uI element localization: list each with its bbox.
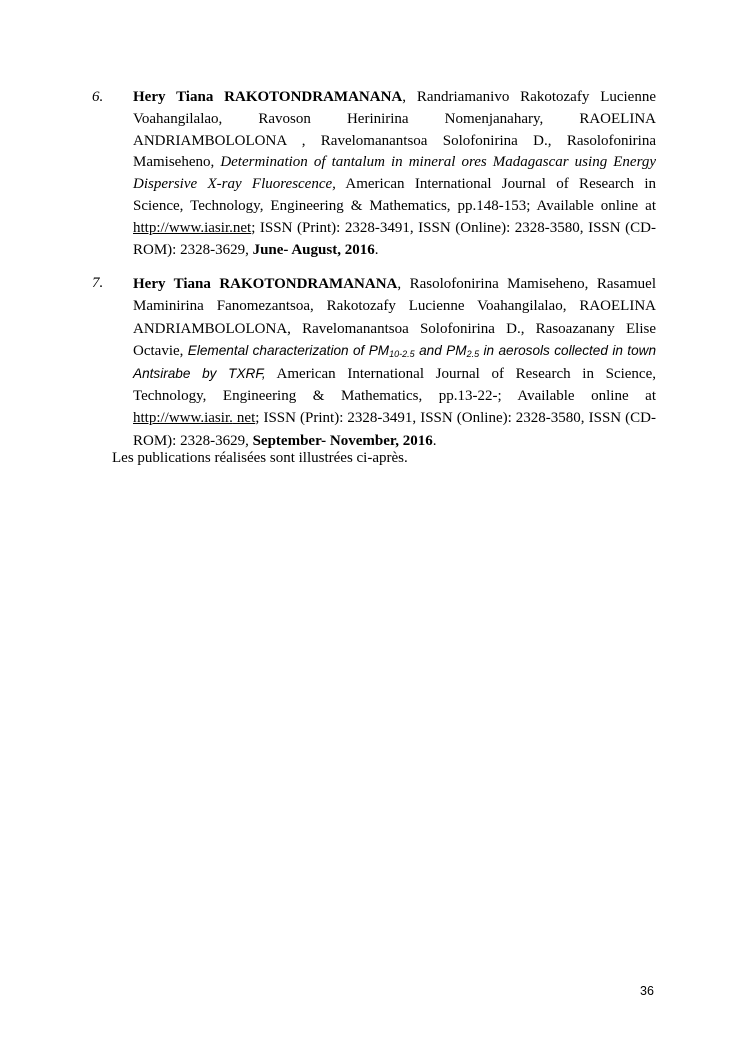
reference-number: 7.: [92, 275, 104, 291]
coauthors: , Randriamanivo Rakotozafy Lucienne Voahangilalao, Ravoson Herinirina Nomenjanahary, RAOELINA ANDRIAMBOLOLONA , Ravelomanantsoa Solofonirina D., Rasolofonirina Mamiseheno,: [133, 89, 656, 171]
article-title: Determination of tantalum in mineral ores Madagascar using Energy Dispersive X-ray Fluorescence,: [133, 154, 657, 193]
title-subscript: 2.5: [466, 349, 480, 360]
title-part: Elemental characterization of PM: [187, 343, 390, 359]
publication-date: June- August, 2016: [252, 241, 375, 258]
title-part: in aerosols collected in town Antsirabe by TXRF,: [133, 343, 657, 381]
journal-link[interactable]: http://www.iasir.: [133, 410, 233, 427]
reference-item-6: [92, 87, 656, 261]
closing-text: Les publications réalisées sont illustrées ci-après.: [112, 450, 408, 466]
reference-end: .: [374, 241, 379, 258]
reference-body: [133, 87, 656, 261]
journal-link-suffix[interactable]: net: [232, 410, 256, 427]
issn-info: ; ISSN (Print): 2328-3491, ISSN (Online): 2328-3580, ISSN (CD-ROM): 2328-3629,: [133, 410, 657, 449]
journal-info: American International Journal of Research in Science, Technology, Engineering & Mathematics, pp.13-22-; Available online at: [133, 365, 657, 405]
title-subscript: 10-2.5: [389, 349, 415, 360]
coauthors: , Rasolofonirina Mamiseheno, Rasamuel Maminirina Fanomezantsoa, Rakotozafy Lucienne Voahangilalao, RAOELINA ANDRIAMBOLOLONA, Ravelomanantsoa Solofonirina D., Rasoazanany Elise Octavie,: [133, 276, 656, 360]
publication-date: September- November, 2016: [252, 432, 433, 449]
title-part: and PM: [414, 343, 467, 359]
lead-author: Hery Tiana RAKOTONDRAMANANA: [133, 276, 398, 292]
reference-body: [133, 273, 656, 452]
page-number: 36: [640, 984, 654, 998]
journal-link[interactable]: http://www.iasir.net: [133, 219, 252, 236]
reference-item-7: [92, 273, 656, 452]
issn-info: ; ISSN (Print): 2328-3491, ISSN (Online): 2328-3580, ISSN (CD-ROM): 2328-3629,: [133, 219, 656, 258]
reference-number: 6.: [92, 89, 104, 105]
journal-info: American International Journal of Research in Science, Technology, Engineering & Mathematics, pp.148-153; Available online at: [133, 176, 657, 214]
lead-author: Hery Tiana RAKOTONDRAMANANA: [133, 89, 403, 105]
reference-end: .: [432, 432, 437, 449]
